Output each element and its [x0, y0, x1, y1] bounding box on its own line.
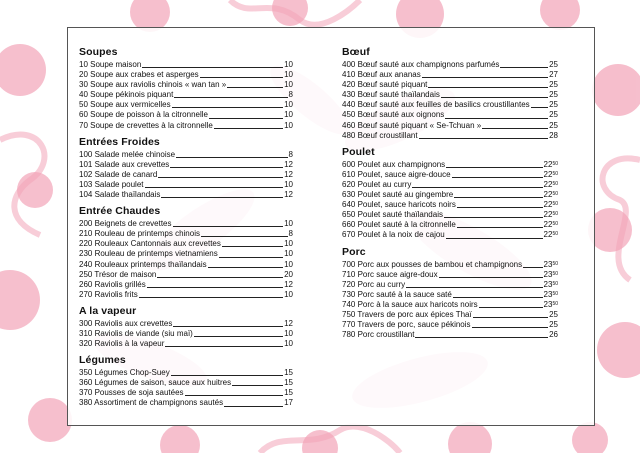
menu-item	[342, 90, 558, 100]
item-price	[284, 239, 293, 249]
price-value: 22	[543, 220, 553, 230]
menu-item	[342, 320, 558, 330]
item-price	[284, 110, 293, 120]
section-title: Bœuf	[342, 46, 370, 58]
price-value: 28	[549, 130, 558, 140]
menu-item	[79, 219, 293, 229]
price-value: 25	[549, 320, 558, 330]
menu-item	[342, 260, 558, 270]
item-name: 50 Soupe aux vermicelles	[79, 100, 171, 110]
menu-item	[79, 398, 293, 408]
menu-item	[79, 60, 293, 70]
leader-line	[419, 138, 549, 139]
item-price	[284, 378, 293, 388]
leader-line	[173, 326, 283, 327]
item-name: 630 Poulet sauté au gingembre	[342, 190, 454, 200]
item-price	[549, 110, 558, 120]
price-value: 25	[549, 80, 558, 90]
price-value: 10	[284, 100, 293, 110]
item-price	[284, 398, 293, 408]
item-name: 270 Raviolis frits	[79, 289, 138, 299]
price-value: 10	[284, 70, 293, 80]
item-name: 660 Poulet sauté à la citronnelle	[342, 220, 456, 230]
price-value: 10	[284, 80, 293, 90]
menu-item	[79, 260, 293, 270]
price-value: 22	[543, 230, 553, 240]
price-value: 10	[284, 328, 293, 338]
price-cents: 50	[552, 280, 558, 287]
price-value: 12	[284, 279, 293, 289]
item-price	[284, 388, 293, 398]
leader-line	[479, 307, 543, 308]
item-name: 380 Assortiment de champignons sautés	[79, 398, 224, 408]
menu-item	[342, 121, 558, 131]
section-title: Légumes	[79, 354, 126, 367]
menu-item	[79, 229, 293, 239]
leader-line	[412, 187, 542, 188]
menu-item	[342, 180, 558, 190]
item-price	[289, 229, 293, 239]
leader-line	[473, 317, 548, 318]
section-title: Entrée Chaudes	[79, 205, 161, 218]
price-value: 10	[284, 120, 293, 130]
item-name: 400 Bœuf sauté aux champignons parfumés	[342, 60, 500, 69]
leader-line	[482, 128, 548, 129]
item-name: 700 Porc aux pousses de bambou et champignons	[342, 259, 523, 269]
item-name: 710 Porc sauce aigre-doux	[342, 269, 438, 279]
menu-item	[79, 388, 293, 398]
item-price	[549, 131, 558, 141]
item-price	[549, 90, 558, 100]
menu-item	[342, 220, 558, 230]
item-name: 210 Rouleau de printemps chinois	[79, 229, 200, 239]
price-value: 10	[284, 60, 293, 69]
item-name: 360 Légumes de saison, sauce aux huitres	[79, 378, 232, 388]
price-value: 25	[549, 100, 558, 110]
menu-item	[342, 310, 558, 320]
leader-line	[531, 107, 548, 108]
menu-item	[79, 270, 293, 280]
menu-item	[79, 239, 293, 249]
menu-item	[79, 110, 293, 120]
leader-line	[415, 337, 548, 338]
menu-item	[342, 190, 558, 200]
menu-item	[79, 150, 293, 160]
section-title: Entrées Froides	[79, 135, 160, 148]
flower-ornament	[28, 398, 72, 442]
menu-section-boeuf	[342, 46, 558, 141]
item-price	[544, 230, 558, 240]
item-name: 230 Rouleau de printemps vietnamiens	[79, 249, 218, 259]
menu-item	[79, 100, 293, 110]
leader-line	[209, 118, 283, 119]
menu-section-entree-chaudes	[79, 205, 293, 300]
menu-section-legumes	[79, 354, 293, 408]
item-price	[284, 60, 293, 70]
item-name: 250 Trésor de maison	[79, 269, 157, 279]
menu-item	[79, 249, 293, 259]
leader-line	[439, 277, 543, 278]
leader-line	[147, 287, 283, 288]
price-value: 22	[543, 169, 553, 179]
item-price	[549, 100, 558, 110]
item-name: 770 Travers de porc, sauce pékinois	[342, 320, 471, 330]
item-name: 620 Poulet au curry	[342, 179, 412, 189]
menu-item	[342, 270, 558, 280]
price-cents: 50	[552, 211, 558, 218]
item-price	[544, 160, 558, 170]
leader-line	[165, 346, 283, 347]
leader-line	[472, 327, 549, 328]
item-price	[544, 210, 558, 220]
section-title: A la vapeur	[79, 304, 137, 317]
item-price	[544, 170, 558, 180]
price-value: 12	[284, 190, 293, 200]
leader-line	[145, 187, 284, 188]
item-name: 220 Rouleaux Cantonnais aux crevettes	[79, 239, 221, 249]
leader-line	[142, 67, 283, 68]
item-name: 20 Soupe aux crabes et asperges	[79, 70, 199, 80]
leader-line	[453, 297, 543, 298]
menu-section-a-la-vapeur	[79, 305, 293, 349]
menu-item	[79, 121, 293, 131]
item-name: 102 Salade de canard	[79, 169, 158, 179]
leader-line	[454, 197, 542, 198]
item-name: 370 Pousses de soja sautées	[79, 388, 184, 398]
menu-item	[342, 100, 558, 110]
section-title: Porc	[342, 245, 366, 258]
item-price	[284, 121, 293, 131]
item-name: 730 Porc sauté à la sauce saté	[342, 289, 452, 299]
menu-section-entrees-froides	[79, 136, 293, 200]
leader-line	[224, 406, 283, 407]
leader-line	[139, 297, 283, 298]
leader-line	[158, 177, 283, 178]
item-price	[544, 300, 558, 310]
price-value: 26	[549, 330, 558, 340]
menu-item	[342, 60, 558, 70]
item-name: 300 Raviolis aux crevettes	[79, 318, 173, 328]
item-name: 40 Soupe pékinois piquant	[79, 90, 174, 100]
menu-item	[342, 70, 558, 80]
menu-item	[79, 70, 293, 80]
item-price	[284, 319, 293, 329]
item-name: 10 Soupe maison	[79, 60, 142, 69]
item-name: 104 Salade thaïlandais	[79, 190, 161, 200]
price-value: 22	[543, 179, 553, 189]
item-name: 240 Rouleaux printemps thaïlandais	[79, 259, 207, 269]
item-name: 740 Porc à la sauce aux haricots noirs	[342, 299, 478, 309]
item-name: 103 Salade poulet	[79, 179, 144, 189]
item-price	[284, 290, 293, 300]
leader-line	[201, 236, 288, 237]
price-value: 22	[543, 200, 553, 210]
menu-item	[79, 80, 293, 90]
item-name: 101 Salade aux crevettes	[79, 159, 170, 169]
item-price	[284, 368, 293, 378]
item-price	[284, 249, 293, 259]
leader-line	[446, 238, 543, 239]
item-price	[289, 150, 293, 160]
leader-line	[200, 77, 283, 78]
leader-line	[171, 375, 283, 376]
item-name: 430 Bœuf sauté thaïlandais	[342, 90, 440, 100]
section-title: Poulet	[342, 145, 375, 158]
item-name: 420 Bœuf sauté piquant	[342, 80, 428, 90]
item-price	[284, 329, 293, 339]
price-cents: 50	[552, 180, 558, 187]
item-price	[549, 70, 558, 80]
item-price	[544, 270, 558, 280]
price-cents: 50	[552, 191, 558, 198]
item-price	[544, 220, 558, 230]
price-value: 12	[284, 159, 293, 169]
item-price	[284, 339, 293, 349]
leader-line	[445, 118, 548, 119]
item-name: 260 Raviolis grillés	[79, 279, 146, 289]
price-value: 10	[284, 339, 293, 349]
leader-line	[173, 226, 284, 227]
item-name: 670 Poulet à la noix de cajou	[342, 230, 445, 240]
menu-item	[342, 80, 558, 90]
price-value: 10	[284, 110, 293, 120]
item-name: 450 Bœuf sauté aux oignons	[342, 110, 445, 120]
leader-line	[185, 395, 284, 396]
price-value: 8	[288, 90, 293, 100]
price-value: 10	[284, 219, 293, 229]
price-cents: 50	[552, 290, 558, 297]
leader-line	[232, 385, 283, 386]
menu-section-porc	[342, 246, 558, 341]
menu-item	[79, 290, 293, 300]
leader-line	[457, 227, 543, 228]
menu-item	[79, 339, 293, 349]
item-price	[544, 260, 558, 270]
price-value: 10	[284, 179, 293, 189]
menu-section-poulet	[342, 146, 558, 241]
leader-line	[452, 177, 543, 178]
section-title: Soupes	[79, 46, 118, 58]
price-value: 25	[549, 120, 558, 130]
price-value: 15	[284, 388, 293, 398]
price-value: 23	[543, 269, 553, 279]
flower-ornament	[572, 422, 608, 453]
leader-line	[446, 167, 542, 168]
price-cents: 50	[552, 170, 558, 177]
leader-line	[441, 97, 548, 98]
leader-line	[219, 257, 283, 258]
item-name: 720 Porc au curry	[342, 279, 406, 289]
leader-line	[444, 217, 543, 218]
menu-item	[342, 200, 558, 210]
item-name: 480 Bœuf croustillant	[342, 130, 418, 140]
flower-ornament	[540, 0, 580, 30]
item-price	[544, 280, 558, 290]
flower-ornament	[160, 425, 200, 453]
price-cents: 50	[552, 260, 558, 267]
menu-item	[342, 131, 558, 141]
item-name: 600 Poulet aux champignons	[342, 159, 446, 169]
item-price	[284, 260, 293, 270]
item-name: 350 Légumes Chop-Suey	[79, 368, 170, 378]
price-value: 12	[284, 169, 293, 179]
menu-item	[79, 280, 293, 290]
menu-item	[342, 330, 558, 340]
menu-item	[342, 210, 558, 220]
price-cents: 50	[552, 270, 558, 277]
menu-item	[342, 280, 558, 290]
price-value: 25	[549, 110, 558, 120]
price-value: 23	[543, 289, 553, 299]
item-price	[544, 200, 558, 210]
leader-line	[457, 207, 543, 208]
menu-item	[79, 90, 293, 100]
menu-section-soupes	[79, 46, 293, 131]
item-price	[549, 60, 558, 70]
leader-line	[172, 107, 283, 108]
leader-line	[422, 77, 548, 78]
price-value: 25	[549, 90, 558, 100]
price-cents: 50	[552, 221, 558, 228]
price-cents: 50	[552, 201, 558, 208]
leader-line	[161, 197, 283, 198]
leader-line	[428, 87, 548, 88]
price-cents: 50	[552, 231, 558, 238]
menu-item	[79, 160, 293, 170]
item-name: 410 Bœuf aux ananas	[342, 70, 421, 80]
item-price	[544, 290, 558, 300]
item-price	[289, 90, 293, 100]
item-name: 460 Bœuf sauté piquant « Se-Tchuan »	[342, 120, 482, 130]
leader-line	[174, 97, 287, 98]
menu-right-column	[342, 46, 558, 345]
item-price	[549, 80, 558, 90]
menu-item	[79, 368, 293, 378]
price-cents: 50	[552, 160, 558, 167]
item-price	[284, 180, 293, 190]
price-value: 27	[549, 70, 558, 80]
leader-line	[176, 157, 287, 158]
menu-left-column	[79, 46, 293, 414]
menu-item	[342, 110, 558, 120]
price-value: 25	[549, 309, 558, 319]
price-value: 22	[543, 159, 553, 169]
price-value: 17	[284, 398, 293, 408]
flower-ornament	[597, 322, 640, 378]
price-cents: 50	[552, 300, 558, 307]
price-value: 15	[284, 378, 293, 388]
flower-ornament	[0, 270, 40, 330]
leader-line	[222, 246, 283, 247]
leader-line	[157, 277, 283, 278]
item-price	[284, 100, 293, 110]
leader-line	[523, 267, 542, 268]
menu-item	[342, 290, 558, 300]
menu-page	[67, 27, 595, 426]
price-value: 10	[284, 289, 293, 299]
price-value: 23	[543, 259, 553, 269]
flower-ornament	[448, 422, 492, 453]
leader-line	[500, 67, 548, 68]
item-price	[284, 70, 293, 80]
item-price	[549, 121, 558, 131]
menu-item	[79, 190, 293, 200]
price-value: 23	[543, 279, 553, 289]
item-name: 30 Soupe aux raviolis chinois « wan tan »	[79, 80, 227, 90]
item-name: 440 Bœuf sauté aux feuilles de basilics croustillantes	[342, 100, 530, 110]
item-price	[284, 80, 293, 90]
item-price	[284, 160, 293, 170]
leader-line	[227, 87, 283, 88]
leader-line	[406, 287, 542, 288]
price-value: 22	[543, 210, 553, 220]
leader-line	[194, 336, 283, 337]
leader-line	[208, 267, 283, 268]
item-name: 100 Salade melée chinoise	[79, 149, 176, 159]
price-value: 8	[288, 149, 293, 159]
menu-item	[79, 329, 293, 339]
item-price	[549, 330, 558, 340]
item-name: 750 Travers de porc aux épices Thaï	[342, 309, 472, 319]
item-price	[284, 270, 293, 280]
item-price	[284, 280, 293, 290]
item-name: 320 Raviolis à la vapeur	[79, 339, 165, 349]
menu-item	[342, 160, 558, 170]
price-value: 15	[284, 368, 293, 378]
item-price	[544, 180, 558, 190]
item-name: 610 Poulet, sauce aigre-douce	[342, 169, 451, 179]
price-value: 10	[284, 249, 293, 259]
item-name: 70 Soupe de crevettes à la citronnelle	[79, 120, 213, 130]
item-name: 200 Beignets de crevettes	[79, 219, 172, 229]
price-value: 23	[543, 299, 553, 309]
menu-item	[79, 170, 293, 180]
flower-ornament	[592, 64, 640, 116]
item-name: 640 Poulet, sauce haricots noirs	[342, 200, 456, 210]
price-value: 8	[288, 229, 293, 239]
price-value: 10	[284, 259, 293, 269]
leader-line	[214, 128, 283, 129]
menu-item	[342, 170, 558, 180]
menu-item	[79, 180, 293, 190]
item-name: 780 Porc croustillant	[342, 330, 415, 340]
menu-item	[342, 300, 558, 310]
price-value: 10	[284, 239, 293, 249]
flower-ornament	[0, 44, 46, 96]
item-price	[544, 190, 558, 200]
item-price	[284, 190, 293, 200]
price-value: 22	[543, 190, 553, 200]
item-price	[549, 310, 558, 320]
item-name: 310 Raviolis de viande (siu maï)	[79, 328, 193, 338]
item-price	[284, 219, 293, 229]
price-value: 20	[284, 269, 293, 279]
menu-item	[342, 230, 558, 240]
leader-line	[170, 167, 283, 168]
price-value: 12	[284, 318, 293, 328]
item-price	[549, 320, 558, 330]
menu-item	[79, 378, 293, 388]
price-value: 25	[549, 60, 558, 69]
item-price	[284, 170, 293, 180]
item-name: 650 Poulet sauté thaïlandais	[342, 210, 443, 220]
menu-item	[79, 319, 293, 329]
item-name: 60 Soupe de poisson à la citronnelle	[79, 110, 208, 120]
